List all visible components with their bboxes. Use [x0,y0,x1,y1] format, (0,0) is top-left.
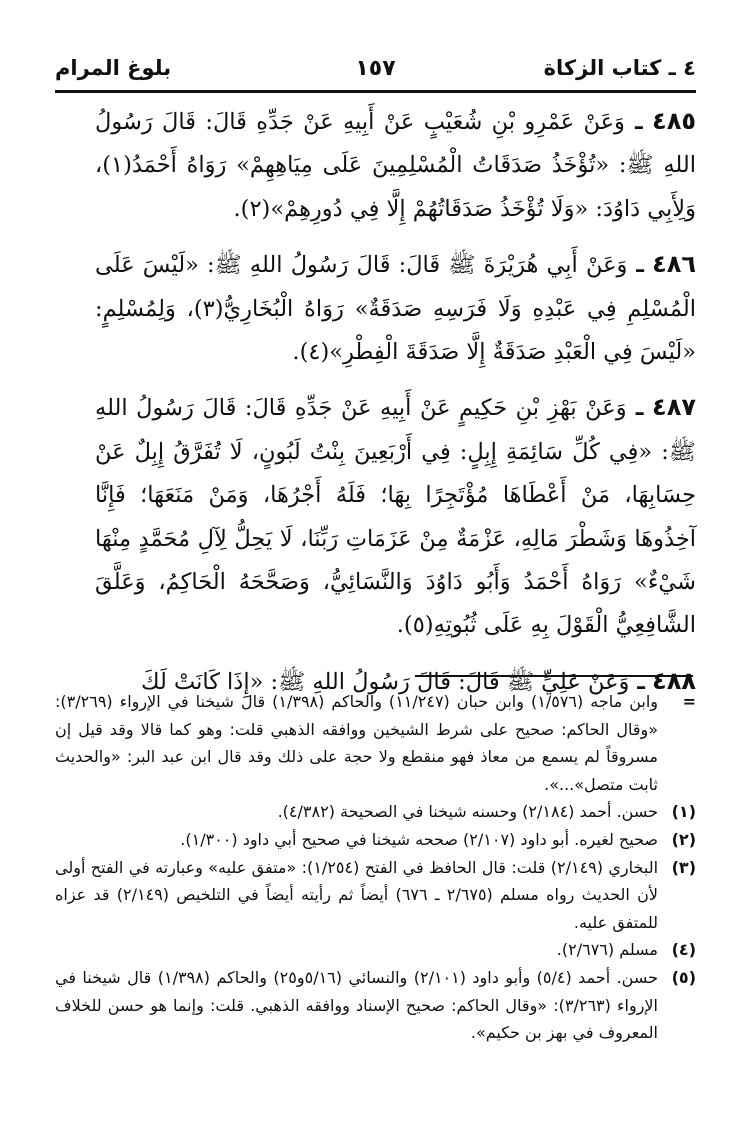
hadith-text-body [95,100,696,704]
footnote-4 [55,936,696,964]
footnote-mark: (١) [671,802,696,822]
hadith-488: ٤٨٨ ـ وَعَنْ عَلِيٍّ ﷺ قَالَ: قَالَ رَسُولُ اللهِ ﷺ: «إِذَا كَانَتْ لَكَ [141,666,696,695]
hadith-number: ٤٨٧ [652,393,696,422]
footnote-text: البخاري (٢/١٤٩) قلت: قال الحافظ في الفتح (١/٢٥٤): «متفق عليه» وعبارته في الفتح أولى لأن الحديث رواه مسلم (٢/٦٧٥ ـ ٦٧٦) أيضاً ثم رأيته أيضاً في التلخيص (٢/١٤٩) قد عزاه للمتفق عليه. [55,857,659,932]
footnote-text: صحيح لغيره. أبو داود (٢/١٠٧) صححه شيخنا في صحيح أبي داود (١/٣٠٠). [180,829,658,849]
footnote-text: حسن. أحمد (٥/٤) وأبو داود (٢/١٠١) والنسائي (٥/١٦و٢٥) والحاكم (١/٣٩٨) قال شيخنا في الإرواء (٣/٢٦٣): «وقال الحاكم: صحيح الإسناد ووافقه الذهبي. قلت: وإنما هو حسن للخلاف المعروف في بهز بن حكيم». [55,967,659,1043]
hadith-485: ٤٨٥ ـ وَعَنْ عَمْرِو بْنِ شُعَيْبٍ عَنْ أَبِيهِ عَنْ جَدِّهِ قَالَ: قَالَ رَسُولُ اللهِ ﷺ: «تُؤْخَذُ صَدَقَاتُ الْمُسْلِمِينَ عَلَى مِيَاهِهِمْ» رَوَاهُ أَحْمَدُ(١)، وَلِأَبِي دَاوُدَ: «وَلَا تُؤْخَذُ صَدَقَاتُهُمْ إِلَّا فِي دُورِهِمْ»(٢). [95,107,696,222]
book-title: بلوغ المرام [55,56,172,80]
page-header [55,52,696,90]
hadith-text: وَعَنْ عَمْرِو بْنِ شُعَيْبٍ عَنْ أَبِيهِ عَنْ جَدِّهِ قَالَ: قَالَ رَسُولُ اللهِ ﷺ: «تُؤْخَذُ صَدَقَاتُ الْمُسْلِمِينَ عَلَى مِيَاهِهِمْ» رَوَاهُ أَحْمَدُ(١)، وَلِأَبِي دَاوُدَ: «وَلَا تُؤْخَذُ صَدَقَاتُهُمْ إِلَّا فِي دُورِهِمْ»(٢). [95,109,696,222]
hadith-487: ٤٨٧ ـ وَعَنْ بَهْزِ بْنِ حَكِيمٍ عَنْ أَبِيهِ عَنْ جَدِّهِ قَالَ: قَالَ رَسُولُ اللهِ ﷺ: «فِي كُلِّ سَائِمَةِ إِبِلٍ: فِي أَرْبَعِينَ بِنْتُ لَبُونٍ، لَا تُفَرَّقُ إِبِلٌ عَنْ حِسَابِهَا، مَنْ أَعْطَاهَا مُؤْتَجِرًا بِهَا؛ فَلَهُ أَجْرُهَا، وَمَنْ مَنَعَهَا؛ فَإِنَّا آخِذُوهَا وَشَطْرَ مَالِهِ، عَزْمَةٌ مِنْ عَزَمَاتِ رَبِّنَا، لَا يَحِلُّ لِآلِ مُحَمَّدٍ مِنْهَا شَيْءٌ» رَوَاهُ أَحْمَدُ وَأَبُو دَاوُدَ وَالنَّسَائِيُّ، وَصَحَّحَهُ الْحَاكِمُ، وَعَلَّقَ الشَّافِعِيُّ الْقَوْلَ بِهِ عَلَى ثُبُوتِهِ(٥). [95,393,696,639]
hadith-text: وَعَنْ بَهْزِ بْنِ حَكِيمٍ عَنْ أَبِيهِ عَنْ جَدِّهِ قَالَ: قَالَ رَسُولُ اللهِ ﷺ: «فِي كُلِّ سَائِمَةِ إِبِلٍ: فِي أَرْبَعِينَ بِنْتُ لَبُونٍ، لَا تُفَرَّقُ إِبِلٌ عَنْ حِسَابِهَا، مَنْ أَعْطَاهَا مُؤْتَجِرًا بِهَا؛ فَلَهُ أَجْرُهَا، وَمَنْ مَنَعَهَا؛ فَإِنَّا آخِذُوهَا وَشَطْرَ مَالِهِ، عَزْمَةٌ مِنْ عَزَمَاتِ رَبِّنَا، لَا يَحِلُّ لِآلِ مُحَمَّدٍ مِنْهَا شَيْءٌ» رَوَاهُ أَحْمَدُ وَأَبُو دَاوُدَ وَالنَّسَائِيُّ، وَصَحَّحَهُ الْحَاكِمُ، وَعَلَّقَ الشَّافِعِيُّ الْقَوْلَ بِهِ عَلَى ثُبُوتِهِ(٥). [95,395,696,639]
footnote-1 [55,798,696,826]
footnote-3 [55,854,696,937]
footnote-mark: (٤) [671,940,696,960]
hadith-number: ٤٨٨ [652,666,696,695]
footnote-continued [55,688,696,798]
header-divider [55,90,696,93]
hadith-number: ٤٨٦ [652,250,697,279]
hadith-text: وَعَنْ أَبِي هُرَيْرَةَ ﷺ قَالَ: قَالَ رَسُولُ اللهِ ﷺ: «لَيْسَ عَلَى الْمُسْلِمِ فِي عَبْدِهِ وَلَا فَرَسِهِ صَدَقَةٌ» رَوَاهُ الْبُخَارِيُّ(٣)، وَلِمُسْلِمٍ: «لَيْسَ فِي الْعَبْدِ صَدَقَةٌ إِلَّا صَدَقَةَ الْفِطْرِ»(٤). [95,252,696,366]
footnote-5 [55,964,696,1047]
footnotes [55,688,696,1047]
footnote-text: مسلم (٢/٦٧٦). [556,940,658,960]
footnote-mark: = [682,692,696,711]
footnote-text: وابن ماجه (١/٥٧٦) وابن حبان (١١/٢٤٧) والحاكم (١/٣٩٨) قال شيخنا في الإرواء (٣/٢٦٩): «وقال الحاكم: صحيح على شرط الشيخين ووافقه الذهبي قلت: وهو كما قالا وقد قيل إن مسروقاً لم يسمع من معاذ فهو منقطع ولا حجة على ذلك وقد قال ابن عبد البر: «والحديث ثابت متصل»...». [55,692,658,794]
hadith-number: ٤٨٥ [652,107,696,135]
chapter-title: ٤ ـ كتاب الزكاة [543,56,696,80]
footnote-mark: (٥) [671,967,696,987]
hadith-486: ٤٨٦ ـ وَعَنْ أَبِي هُرَيْرَةَ ﷺ قَالَ: قَالَ رَسُولُ اللهِ ﷺ: «لَيْسَ عَلَى الْمُسْلِمِ فِي عَبْدِهِ وَلَا فَرَسِهِ صَدَقَةٌ» رَوَاهُ الْبُخَارِيُّ(٣)، وَلِمُسْلِمٍ: «لَيْسَ فِي الْعَبْدِ صَدَقَةٌ إِلَّا صَدَقَةَ الْفِطْرِ»(٤). [95,250,697,366]
footnote-mark: (٢) [671,829,696,849]
footnote-divider [415,675,693,677]
hadith-text: وَعَنْ عَلِيٍّ ﷺ قَالَ: قَالَ رَسُولُ اللهِ ﷺ: «إِذَا كَانَتْ لَكَ [141,668,630,695]
page-number: ١٥٧ [355,56,396,81]
footnote-2 [55,826,696,854]
footnote-text: حسن. أحمد (٢/١٨٤) وحسنه شيخنا في الصحيحة (٤/٣٨٢). [277,802,658,822]
footnote-mark: (٣) [671,857,696,877]
